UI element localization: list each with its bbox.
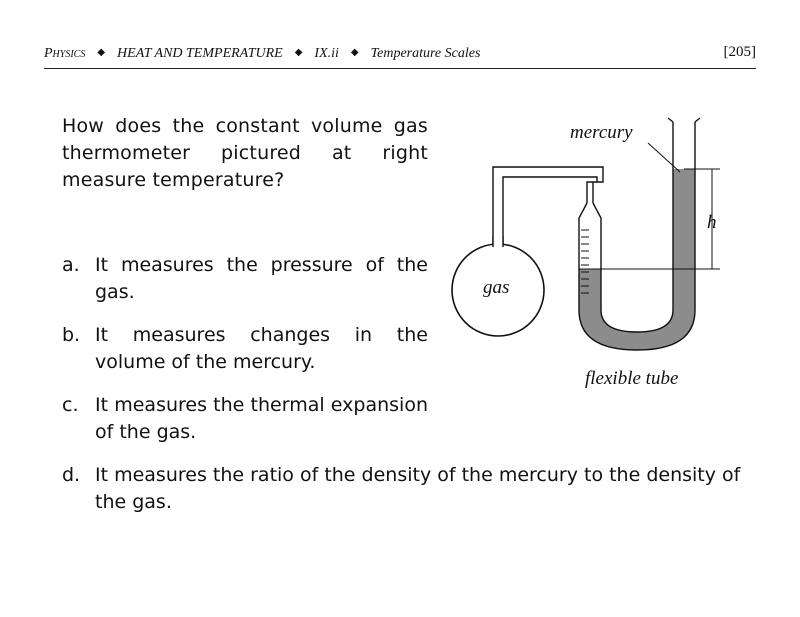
option-letter: a. xyxy=(62,254,80,276)
option-text: It measures the ratio of the density of the mercury to the density of the gas. xyxy=(95,464,741,513)
diamond-bullet-icon: ◆ xyxy=(294,47,303,58)
header-section: IX.ii xyxy=(314,46,339,61)
breadcrumb xyxy=(44,46,480,62)
answer-option-c[interactable] xyxy=(62,392,752,446)
option-letter: c. xyxy=(62,394,79,416)
bulb-neck xyxy=(493,236,503,248)
header-subject: Physics xyxy=(44,46,86,61)
page-number: [205] xyxy=(723,44,756,60)
mercury-label: mercury xyxy=(570,122,633,143)
option-letter: d. xyxy=(62,464,81,486)
diamond-bullet-icon: ◆ xyxy=(97,47,106,58)
connecting-pipe xyxy=(493,167,603,247)
diamond-bullet-icon: ◆ xyxy=(350,47,359,58)
option-text: It measures changes in the volume of the mercury. xyxy=(95,324,428,373)
h-label: h xyxy=(707,212,717,233)
flexible-tube-label: flexible tube xyxy=(585,368,679,389)
page-header xyxy=(44,44,756,69)
header-chapter: HEAT AND TEMPERATURE xyxy=(117,46,283,61)
answer-option-d[interactable] xyxy=(62,462,752,516)
option-text: It measures the pressure of the gas. xyxy=(95,254,428,303)
gas-label: gas xyxy=(483,277,510,298)
gas-thermometer-diagram xyxy=(440,110,760,400)
option-letter: b. xyxy=(62,324,81,346)
header-topic: Temperature Scales xyxy=(370,46,481,61)
mercury-column xyxy=(579,169,695,350)
mercury-pointer xyxy=(648,143,680,172)
question-text: How does the constant volume gas thermometer pictured at right measure temperature? xyxy=(62,115,428,191)
thermometer-svg xyxy=(440,110,760,400)
option-text: It measures the thermal expansion of the gas. xyxy=(95,394,428,443)
